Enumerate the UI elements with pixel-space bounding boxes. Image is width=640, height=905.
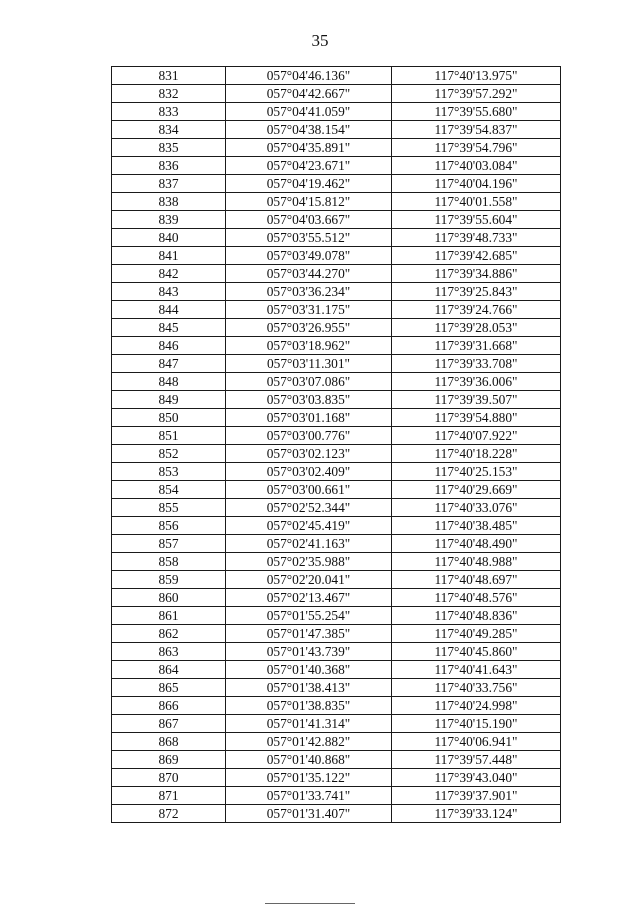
table-row bbox=[112, 355, 561, 373]
table-row bbox=[112, 733, 561, 751]
point-number-cell: 865 bbox=[112, 679, 226, 697]
longitude-cell: 117°40'01.558" bbox=[392, 193, 561, 211]
point-number-cell: 837 bbox=[112, 175, 226, 193]
page-number: 35 bbox=[311, 31, 329, 50]
latitude-cell: 057°03'31.175" bbox=[226, 301, 392, 319]
longitude-cell: 117°39'34.886" bbox=[392, 265, 561, 283]
table-row bbox=[112, 769, 561, 787]
latitude-cell: 057°01'38.835" bbox=[226, 697, 392, 715]
table-row bbox=[112, 679, 561, 697]
point-number-cell: 831 bbox=[112, 67, 226, 85]
longitude-cell: 117°40'03.084" bbox=[392, 157, 561, 175]
longitude-cell: 117°40'41.643" bbox=[392, 661, 561, 679]
table-row bbox=[112, 535, 561, 553]
longitude-cell: 117°40'04.196" bbox=[392, 175, 561, 193]
point-number-cell: 863 bbox=[112, 643, 226, 661]
longitude-cell: 117°40'15.190" bbox=[392, 715, 561, 733]
point-number-cell: 838 bbox=[112, 193, 226, 211]
latitude-cell: 057°03'02.123" bbox=[226, 445, 392, 463]
longitude-cell: 117°40'48.988" bbox=[392, 553, 561, 571]
latitude-cell: 057°04'35.891" bbox=[226, 139, 392, 157]
latitude-cell: 057°04'38.154" bbox=[226, 121, 392, 139]
longitude-cell: 117°40'48.697" bbox=[392, 571, 561, 589]
table-row bbox=[112, 301, 561, 319]
point-number-cell: 869 bbox=[112, 751, 226, 769]
point-number-cell: 835 bbox=[112, 139, 226, 157]
longitude-cell: 117°40'48.836" bbox=[392, 607, 561, 625]
longitude-cell: 117°39'33.124" bbox=[392, 805, 561, 823]
latitude-cell: 057°01'55.254" bbox=[226, 607, 392, 625]
table-row bbox=[112, 643, 561, 661]
coordinates-table bbox=[111, 66, 561, 823]
latitude-cell: 057°01'42.882" bbox=[226, 733, 392, 751]
table-row bbox=[112, 247, 561, 265]
table-row bbox=[112, 193, 561, 211]
point-number-cell: 853 bbox=[112, 463, 226, 481]
point-number-cell: 847 bbox=[112, 355, 226, 373]
longitude-cell: 117°39'33.708" bbox=[392, 355, 561, 373]
table-row bbox=[112, 805, 561, 823]
latitude-cell: 057°01'35.122" bbox=[226, 769, 392, 787]
point-number-cell: 858 bbox=[112, 553, 226, 571]
latitude-cell: 057°03'00.661" bbox=[226, 481, 392, 499]
point-number-cell: 851 bbox=[112, 427, 226, 445]
point-number-cell: 844 bbox=[112, 301, 226, 319]
table-row bbox=[112, 553, 561, 571]
point-number-cell: 840 bbox=[112, 229, 226, 247]
latitude-cell: 057°04'19.462" bbox=[226, 175, 392, 193]
table-row bbox=[112, 229, 561, 247]
longitude-cell: 117°39'36.006" bbox=[392, 373, 561, 391]
latitude-cell: 057°01'40.868" bbox=[226, 751, 392, 769]
point-number-cell: 857 bbox=[112, 535, 226, 553]
table-row bbox=[112, 175, 561, 193]
latitude-cell: 057°01'43.739" bbox=[226, 643, 392, 661]
point-number-cell: 870 bbox=[112, 769, 226, 787]
longitude-cell: 117°39'48.733" bbox=[392, 229, 561, 247]
table-row bbox=[112, 139, 561, 157]
point-number-cell: 852 bbox=[112, 445, 226, 463]
point-number-cell: 842 bbox=[112, 265, 226, 283]
point-number-cell: 848 bbox=[112, 373, 226, 391]
latitude-cell: 057°01'38.413" bbox=[226, 679, 392, 697]
point-number-cell: 836 bbox=[112, 157, 226, 175]
point-number-cell: 868 bbox=[112, 733, 226, 751]
latitude-cell: 057°01'40.368" bbox=[226, 661, 392, 679]
longitude-cell: 117°40'45.860" bbox=[392, 643, 561, 661]
point-number-cell: 855 bbox=[112, 499, 226, 517]
longitude-cell: 117°40'24.998" bbox=[392, 697, 561, 715]
longitude-cell: 117°40'18.228" bbox=[392, 445, 561, 463]
point-number-cell: 871 bbox=[112, 787, 226, 805]
point-number-cell: 856 bbox=[112, 517, 226, 535]
point-number-cell: 862 bbox=[112, 625, 226, 643]
longitude-cell: 117°39'39.507" bbox=[392, 391, 561, 409]
point-number-cell: 849 bbox=[112, 391, 226, 409]
longitude-cell: 117°40'13.975" bbox=[392, 67, 561, 85]
latitude-cell: 057°01'47.385" bbox=[226, 625, 392, 643]
latitude-cell: 057°04'42.667" bbox=[226, 85, 392, 103]
longitude-cell: 117°39'28.053" bbox=[392, 319, 561, 337]
point-number-cell: 867 bbox=[112, 715, 226, 733]
longitude-cell: 117°39'25.843" bbox=[392, 283, 561, 301]
table-row bbox=[112, 787, 561, 805]
table-row bbox=[112, 265, 561, 283]
longitude-cell: 117°39'31.668" bbox=[392, 337, 561, 355]
latitude-cell: 057°03'02.409" bbox=[226, 463, 392, 481]
point-number-cell: 866 bbox=[112, 697, 226, 715]
table-row bbox=[112, 751, 561, 769]
longitude-cell: 117°40'33.076" bbox=[392, 499, 561, 517]
point-number-cell: 861 bbox=[112, 607, 226, 625]
latitude-cell: 057°01'31.407" bbox=[226, 805, 392, 823]
latitude-cell: 057°04'03.667" bbox=[226, 211, 392, 229]
table-row bbox=[112, 157, 561, 175]
table-row bbox=[112, 481, 561, 499]
latitude-cell: 057°04'23.671" bbox=[226, 157, 392, 175]
latitude-cell: 057°01'33.741" bbox=[226, 787, 392, 805]
longitude-cell: 117°40'06.941" bbox=[392, 733, 561, 751]
point-number-cell: 854 bbox=[112, 481, 226, 499]
table-row bbox=[112, 499, 561, 517]
table-row bbox=[112, 373, 561, 391]
latitude-cell: 057°03'01.168" bbox=[226, 409, 392, 427]
latitude-cell: 057°04'15.812" bbox=[226, 193, 392, 211]
point-number-cell: 843 bbox=[112, 283, 226, 301]
longitude-cell: 117°40'48.576" bbox=[392, 589, 561, 607]
latitude-cell: 057°04'46.136" bbox=[226, 67, 392, 85]
latitude-cell: 057°03'07.086" bbox=[226, 373, 392, 391]
latitude-cell: 057°02'41.163" bbox=[226, 535, 392, 553]
longitude-cell: 117°39'54.796" bbox=[392, 139, 561, 157]
latitude-cell: 057°02'52.344" bbox=[226, 499, 392, 517]
point-number-cell: 860 bbox=[112, 589, 226, 607]
table-row bbox=[112, 85, 561, 103]
table-row bbox=[112, 625, 561, 643]
longitude-cell: 117°39'43.040" bbox=[392, 769, 561, 787]
point-number-cell: 859 bbox=[112, 571, 226, 589]
point-number-cell: 872 bbox=[112, 805, 226, 823]
longitude-cell: 117°39'54.880" bbox=[392, 409, 561, 427]
longitude-cell: 117°40'29.669" bbox=[392, 481, 561, 499]
table-row bbox=[112, 67, 561, 85]
table-row bbox=[112, 211, 561, 229]
coordinates-table-body bbox=[112, 67, 561, 823]
point-number-cell: 864 bbox=[112, 661, 226, 679]
table-row bbox=[112, 337, 561, 355]
table-row bbox=[112, 571, 561, 589]
table-row bbox=[112, 463, 561, 481]
point-number-cell: 846 bbox=[112, 337, 226, 355]
longitude-cell: 117°40'07.922" bbox=[392, 427, 561, 445]
table-row bbox=[112, 427, 561, 445]
longitude-cell: 117°40'25.153" bbox=[392, 463, 561, 481]
longitude-cell: 117°40'48.490" bbox=[392, 535, 561, 553]
table-row bbox=[112, 283, 561, 301]
table-row bbox=[112, 607, 561, 625]
latitude-cell: 057°02'20.041" bbox=[226, 571, 392, 589]
table-row bbox=[112, 589, 561, 607]
table-row bbox=[112, 517, 561, 535]
latitude-cell: 057°03'11.301" bbox=[226, 355, 392, 373]
longitude-cell: 117°39'55.680" bbox=[392, 103, 561, 121]
latitude-cell: 057°03'00.776" bbox=[226, 427, 392, 445]
longitude-cell: 117°39'54.837" bbox=[392, 121, 561, 139]
table-row bbox=[112, 319, 561, 337]
point-number-cell: 850 bbox=[112, 409, 226, 427]
latitude-cell: 057°03'55.512" bbox=[226, 229, 392, 247]
longitude-cell: 117°39'57.292" bbox=[392, 85, 561, 103]
point-number-cell: 832 bbox=[112, 85, 226, 103]
latitude-cell: 057°03'26.955" bbox=[226, 319, 392, 337]
latitude-cell: 057°01'41.314" bbox=[226, 715, 392, 733]
longitude-cell: 117°39'57.448" bbox=[392, 751, 561, 769]
latitude-cell: 057°03'36.234" bbox=[226, 283, 392, 301]
longitude-cell: 117°39'37.901" bbox=[392, 787, 561, 805]
table-row bbox=[112, 391, 561, 409]
longitude-cell: 117°39'55.604" bbox=[392, 211, 561, 229]
latitude-cell: 057°02'35.988" bbox=[226, 553, 392, 571]
longitude-cell: 117°40'33.756" bbox=[392, 679, 561, 697]
table-row bbox=[112, 103, 561, 121]
latitude-cell: 057°02'13.467" bbox=[226, 589, 392, 607]
point-number-cell: 834 bbox=[112, 121, 226, 139]
table-row bbox=[112, 445, 561, 463]
latitude-cell: 057°04'41.059" bbox=[226, 103, 392, 121]
scan-edge-line bbox=[265, 903, 355, 904]
longitude-cell: 117°39'42.685" bbox=[392, 247, 561, 265]
longitude-cell: 117°40'49.285" bbox=[392, 625, 561, 643]
table-row bbox=[112, 409, 561, 427]
latitude-cell: 057°03'03.835" bbox=[226, 391, 392, 409]
latitude-cell: 057°03'18.962" bbox=[226, 337, 392, 355]
latitude-cell: 057°03'49.078" bbox=[226, 247, 392, 265]
latitude-cell: 057°03'44.270" bbox=[226, 265, 392, 283]
table-row bbox=[112, 715, 561, 733]
point-number-cell: 845 bbox=[112, 319, 226, 337]
longitude-cell: 117°39'24.766" bbox=[392, 301, 561, 319]
table-row bbox=[112, 697, 561, 715]
point-number-cell: 841 bbox=[112, 247, 226, 265]
longitude-cell: 117°40'38.485" bbox=[392, 517, 561, 535]
point-number-cell: 839 bbox=[112, 211, 226, 229]
point-number-cell: 833 bbox=[112, 103, 226, 121]
table-row bbox=[112, 121, 561, 139]
latitude-cell: 057°02'45.419" bbox=[226, 517, 392, 535]
table-row bbox=[112, 661, 561, 679]
